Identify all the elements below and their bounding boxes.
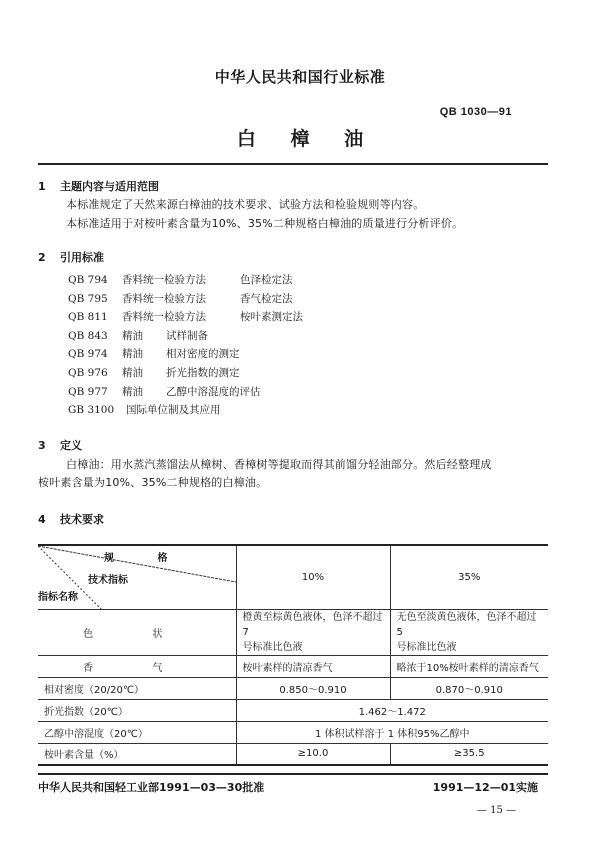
- cell-35: 无色至淡黄色液体，色泽不超过 5 号标准比色液: [390, 609, 548, 655]
- reference-item: QB 794 香料统一检验方法 色泽检定法: [68, 274, 293, 286]
- section-3-paragraph-line-2: 桉叶素含量为10%、35%二种规格的白樟油。: [38, 476, 268, 489]
- cell-35: ≥35.5: [390, 743, 548, 765]
- section-2-heading: 2 引用标准: [38, 251, 104, 264]
- reference-item: QB 811 香料统一检验方法 桉叶素测定法: [68, 311, 303, 324]
- cell-10: ≥10.0: [236, 743, 390, 765]
- cell-35: 略浓于10%桉叶素样的清凉香气: [390, 655, 548, 677]
- reference-item: QB 795 香料统一检验方法 香气检定法: [68, 292, 293, 305]
- table-row: [38, 699, 548, 721]
- document-title: 白 樟 油: [236, 128, 378, 150]
- section-3-paragraph-line-1: 白樟油：用水蒸汽蒸馏法从樟树、香樟树等提取而得其前馏分轻油部分。然后经整理成: [66, 458, 492, 471]
- section-1-paragraph-1: 本标准规定了天然来源白樟油的技术要求、试验方法和检验规则等内容。: [66, 198, 425, 211]
- section-1-paragraph-2: 本标准适用于对桉叶素含量为10%、35%二种规格白樟油的质量进行分析评价。: [66, 217, 464, 230]
- bottom-rule: [38, 773, 548, 775]
- row-label: 乙醇中溶混度（20℃）: [38, 721, 236, 743]
- table-row: [38, 721, 548, 743]
- table-row: [38, 677, 548, 699]
- reference-item: GB 3100 国际单位制及其应用: [68, 404, 221, 417]
- row-label: 桉叶素含量（%）: [38, 743, 236, 765]
- table-header-row: [38, 545, 548, 609]
- section-4-heading: 4 技术要求: [38, 513, 104, 526]
- cell-10: 0.850～0.910: [236, 677, 390, 699]
- technical-requirements-table: [38, 544, 548, 766]
- approval-date: 中华人民共和国轻工业部1991—03—30批准: [38, 781, 265, 794]
- section-1-heading: 1 主题内容与适用范围: [38, 180, 159, 193]
- top-rule: [38, 163, 548, 165]
- merged-cell: 1.462～1.472: [236, 699, 548, 721]
- reference-item: QB 843 精油 试样制备: [68, 329, 208, 342]
- cell-35: 0.870～0.910: [390, 677, 548, 699]
- merged-cell: 1 体积试样溶于 1 体积95%乙醇中: [236, 721, 548, 743]
- spec-label: 规 格: [104, 553, 188, 564]
- diagonal-header-cell: [38, 545, 236, 609]
- row-label: 折光指数（20℃）: [38, 699, 236, 721]
- reference-item: QB 974 精油 相对密度的测定: [68, 348, 240, 361]
- table-row: [38, 743, 548, 765]
- cell-10: 桉叶素样的清凉香气: [236, 655, 390, 677]
- row-label: 相对密度（20/20℃）: [38, 677, 236, 699]
- row-label: 香 气: [38, 655, 236, 677]
- section-3-heading: 3 定义: [38, 439, 82, 452]
- table-row: [38, 655, 548, 677]
- column-header-10: 10%: [236, 545, 390, 609]
- reference-list: [68, 271, 303, 420]
- issuing-authority: 中华人民共和国行业标准: [214, 68, 386, 86]
- cell-10: 橙黄至棕黄色液体，色泽不超过 7 号标准比色液: [236, 609, 390, 655]
- tech-indicator-label: 技术指标: [88, 575, 128, 586]
- page-number: — 15 —: [476, 805, 516, 816]
- reference-item: QB 977 精油 乙醇中溶混度的评估: [68, 385, 261, 398]
- column-header-35: 35%: [390, 545, 548, 609]
- row-label: 色 状: [38, 609, 236, 655]
- reference-item: QB 976 精油 折光指数的测定: [68, 366, 240, 379]
- implementation-date: 1991—12—01实施: [432, 781, 538, 794]
- table-row: [38, 609, 548, 655]
- standard-number: QB 1030—91: [439, 106, 512, 118]
- indicator-name-label: 指标名称: [38, 592, 78, 603]
